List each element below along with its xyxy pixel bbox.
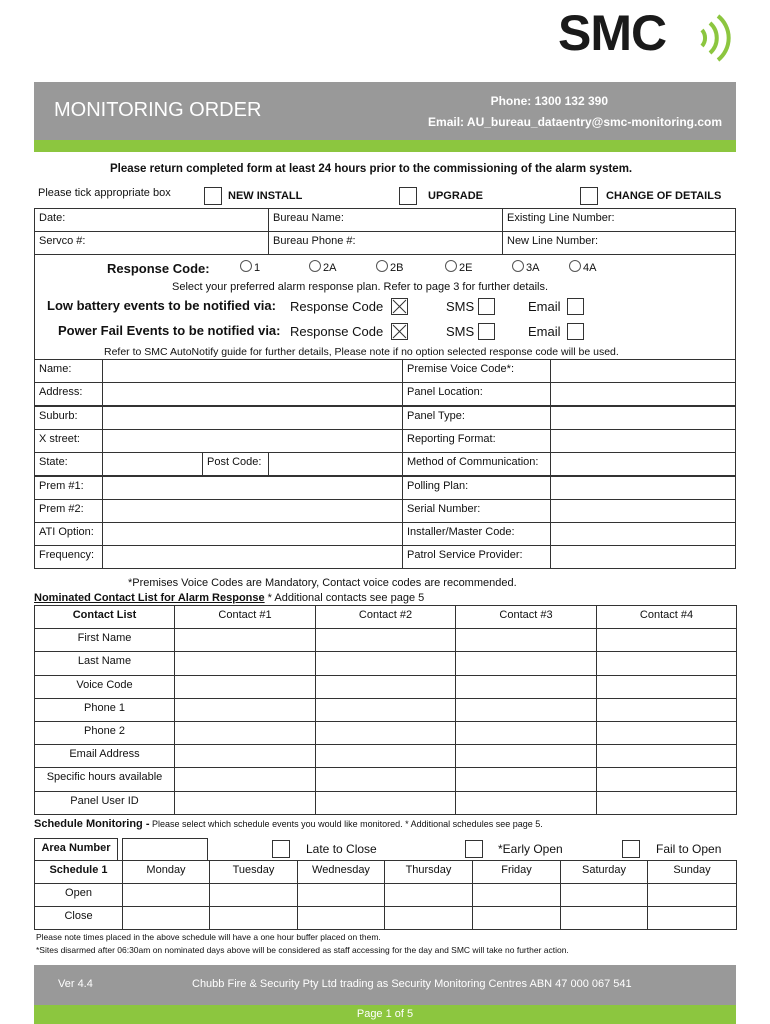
header-band xyxy=(34,82,736,140)
page-title: MONITORING ORDER xyxy=(54,99,262,121)
detail-input[interactable] xyxy=(550,406,736,430)
code-3a-option[interactable]: 3A xyxy=(512,260,539,274)
company-label: Chubb Fire & Security Pty Ltd trading as Security Monitoring Centres ABN 47 000 067 541 xyxy=(192,978,632,990)
power-fail-sms-checkbox[interactable] xyxy=(478,323,495,340)
schedule-time-input[interactable] xyxy=(122,906,210,930)
detail-label: Panel Location: xyxy=(402,382,551,406)
contacts-heading-note: * Additional contacts see page 5 xyxy=(264,592,425,604)
response-code-label: Response Code: xyxy=(107,261,210,276)
detail-label: Installer/Master Code: xyxy=(402,522,551,546)
power-fail-email-checkbox[interactable] xyxy=(567,323,584,340)
fail-to-open-checkbox[interactable] xyxy=(622,840,640,858)
date-field[interactable]: Date: xyxy=(34,208,269,232)
schedule-note-2: *Sites disarmed after 06:30am on nominated days above will be considered as staff accessing for the day and SMC will take no further action. xyxy=(36,945,569,955)
power-fail-response-label: Response Code xyxy=(290,324,384,339)
contact-input[interactable] xyxy=(315,628,456,652)
postcode-label: Post Code: xyxy=(202,452,269,476)
detail-label: Prem #2: xyxy=(34,499,103,523)
schedule-time-input[interactable] xyxy=(560,906,648,930)
contacts-heading-text: Nominated Contact List for Alarm Response xyxy=(34,592,265,604)
contact-column-header: Contact #1 xyxy=(174,605,316,629)
schedule-time-input[interactable] xyxy=(209,906,298,930)
contact-input[interactable] xyxy=(455,767,597,791)
schedule-time-input[interactable] xyxy=(472,906,561,930)
schedule-time-input[interactable] xyxy=(122,883,210,907)
detail-label: Method of Communication: xyxy=(402,452,551,476)
contact-input[interactable] xyxy=(596,651,737,675)
contact-input[interactable] xyxy=(455,651,597,675)
accent-bar xyxy=(34,140,736,152)
low-battery-response-checkbox[interactable] xyxy=(391,298,408,315)
change-details-label: CHANGE OF DETAILS xyxy=(606,190,722,202)
upgrade-label: UPGRADE xyxy=(428,190,484,202)
detail-input[interactable] xyxy=(550,382,736,406)
detail-label: Prem #1: xyxy=(34,476,103,500)
schedule-heading-text: Schedule Monitoring - xyxy=(34,818,150,830)
detail-input[interactable] xyxy=(550,522,736,546)
detail-label: ATI Option: xyxy=(34,522,103,546)
signal-icon xyxy=(696,10,736,66)
contact-column-header: Contact #4 xyxy=(596,605,737,629)
detail-input[interactable] xyxy=(102,382,403,406)
contact-input[interactable] xyxy=(596,767,737,791)
contact-row-label: Phone 2 xyxy=(34,721,175,745)
detail-input[interactable] xyxy=(550,499,736,523)
contact-input[interactable] xyxy=(596,675,737,699)
voice-code-note: *Premises Voice Codes are Mandatory, Contact voice codes are recommended. xyxy=(128,577,517,589)
detail-label: Serial Number: xyxy=(402,499,551,523)
schedule-name: Schedule 1 xyxy=(34,860,123,884)
bureau-phone-field[interactable]: Bureau Phone #: xyxy=(268,231,503,255)
schedule-time-input[interactable] xyxy=(472,883,561,907)
version-label: Ver 4.4 xyxy=(58,978,93,990)
power-fail-sms-label: SMS xyxy=(446,324,475,339)
response-instruction: Select your preferred alarm response plan. Refer to page 3 for further details. xyxy=(172,281,549,293)
detail-input[interactable] xyxy=(102,522,403,546)
early-open-checkbox[interactable] xyxy=(465,840,483,858)
detail-input[interactable] xyxy=(102,545,403,569)
detail-label: Name: xyxy=(34,359,103,383)
area-number-label: Area Number xyxy=(34,838,118,861)
detail-input[interactable] xyxy=(102,406,403,430)
contact-column-header: Contact #2 xyxy=(315,605,456,629)
contact-input[interactable] xyxy=(174,651,316,675)
radio-icon xyxy=(376,260,388,272)
contact-input[interactable] xyxy=(315,675,456,699)
low-battery-email-checkbox[interactable] xyxy=(567,298,584,315)
power-fail-email-label: Email xyxy=(528,324,561,339)
page-number-bar xyxy=(34,1005,736,1024)
radio-icon xyxy=(309,260,321,272)
bureau-name-field[interactable]: Bureau Name: xyxy=(268,208,503,232)
schedule-time-input[interactable] xyxy=(384,883,473,907)
detail-label: Patrol Service Provider: xyxy=(402,545,551,569)
code-4a-option[interactable]: 4A xyxy=(569,260,596,274)
contact-input[interactable] xyxy=(455,675,597,699)
contact-input[interactable] xyxy=(596,698,737,722)
detail-input[interactable] xyxy=(102,359,403,383)
contact-row-label: Voice Code xyxy=(34,675,175,699)
autonotify-note: Refer to SMC AutoNotify guide for further details, Please note if no option selected response code will be used. xyxy=(104,346,619,358)
code-1-option[interactable]: 1 xyxy=(240,260,260,274)
detail-label: Panel Type: xyxy=(402,406,551,430)
contact-input[interactable] xyxy=(596,791,737,815)
contact-list-header: Contact List xyxy=(34,605,175,629)
change-details-checkbox[interactable] xyxy=(580,187,598,205)
new-line-field[interactable]: New Line Number: xyxy=(502,231,736,255)
contact-input[interactable] xyxy=(315,698,456,722)
contacts-heading xyxy=(34,592,424,604)
late-to-close-checkbox[interactable] xyxy=(272,840,290,858)
detail-input[interactable] xyxy=(550,359,736,383)
schedule-heading xyxy=(34,818,543,830)
tick-prompt: Please tick appropriate box xyxy=(38,187,171,199)
header-email: Email: AU_bureau_dataentry@smc-monitoring.com xyxy=(428,115,722,129)
radio-icon xyxy=(512,260,524,272)
detail-label: Address: xyxy=(34,382,103,406)
low-battery-sms-checkbox[interactable] xyxy=(478,298,495,315)
late-to-close-label: Late to Close xyxy=(306,842,377,856)
detail-input[interactable] xyxy=(550,452,736,476)
low-battery-label: Low battery events to be notified via: xyxy=(47,298,276,313)
day-header: Thursday xyxy=(384,860,473,884)
radio-icon xyxy=(240,260,252,272)
schedule-time-input[interactable] xyxy=(297,906,385,930)
day-header: Tuesday xyxy=(209,860,298,884)
low-battery-sms-label: SMS xyxy=(446,299,475,314)
fail-to-open-label: Fail to Open xyxy=(656,842,722,856)
contact-input[interactable] xyxy=(596,721,737,745)
schedule-time-input[interactable] xyxy=(297,883,385,907)
schedule-time-input[interactable] xyxy=(384,906,473,930)
detail-input[interactable] xyxy=(550,545,736,569)
low-battery-response-label: Response Code xyxy=(290,299,384,314)
detail-label: Reporting Format: xyxy=(402,429,551,453)
contact-input[interactable] xyxy=(174,721,316,745)
contact-input[interactable] xyxy=(455,744,597,768)
contact-input[interactable] xyxy=(174,628,316,652)
schedule-time-input[interactable] xyxy=(209,883,298,907)
contact-input[interactable] xyxy=(174,675,316,699)
state-input[interactable] xyxy=(102,452,203,476)
logo-text: SMC xyxy=(558,5,667,61)
day-header: Friday xyxy=(472,860,561,884)
footer-band xyxy=(34,965,736,1005)
upgrade-checkbox[interactable] xyxy=(399,187,417,205)
area-number-input[interactable] xyxy=(122,838,208,861)
smc-logo xyxy=(558,5,738,68)
detail-label: X street: xyxy=(34,429,103,453)
schedule-time-input[interactable] xyxy=(560,883,648,907)
contact-input[interactable] xyxy=(596,744,737,768)
contact-row-label: Phone 1 xyxy=(34,698,175,722)
new-install-label: NEW INSTALL xyxy=(228,190,303,202)
schedule-time-input[interactable] xyxy=(647,883,737,907)
low-battery-email-label: Email xyxy=(528,299,561,314)
power-fail-response-checkbox[interactable] xyxy=(391,323,408,340)
new-install-checkbox[interactable] xyxy=(204,187,222,205)
detail-input[interactable] xyxy=(102,499,403,523)
contact-input[interactable] xyxy=(596,628,737,652)
day-header: Monday xyxy=(122,860,210,884)
contact-input[interactable] xyxy=(174,791,316,815)
radio-icon xyxy=(445,260,457,272)
contact-input[interactable] xyxy=(455,628,597,652)
contact-input[interactable] xyxy=(315,767,456,791)
contact-row-label: First Name xyxy=(34,628,175,652)
early-open-label: *Early Open xyxy=(498,842,563,856)
contact-input[interactable] xyxy=(315,744,456,768)
contact-column-header: Contact #3 xyxy=(455,605,597,629)
schedule-note-1: Please note times placed in the above schedule will have a one hour buffer placed on them. xyxy=(36,932,381,942)
contact-input[interactable] xyxy=(174,698,316,722)
day-header: Wednesday xyxy=(297,860,385,884)
code-2b-option[interactable]: 2B xyxy=(376,260,403,274)
power-fail-label: Power Fail Events to be notified via: xyxy=(58,323,281,338)
intro-text: Please return completed form at least 24 hours prior to the commissioning of the alarm system. xyxy=(110,163,633,175)
radio-icon xyxy=(569,260,581,272)
schedule-time-input[interactable] xyxy=(647,906,737,930)
contact-input[interactable] xyxy=(174,744,316,768)
detail-input[interactable] xyxy=(550,429,736,453)
detail-input[interactable] xyxy=(102,429,403,453)
detail-label: State: xyxy=(34,452,103,476)
detail-label: Polling Plan: xyxy=(402,476,551,500)
detail-label: Frequency: xyxy=(34,545,103,569)
schedule-heading-note: Please select which schedule events you would like monitored. * Additional schedules see page 5. xyxy=(149,819,543,829)
code-2e-option[interactable]: 2E xyxy=(445,260,472,274)
schedule-row-label: Open xyxy=(34,883,123,907)
code-2a-option[interactable]: 2A xyxy=(309,260,336,274)
contact-input[interactable] xyxy=(315,791,456,815)
schedule-row-label: Close xyxy=(34,906,123,930)
detail-label: Premise Voice Code*: xyxy=(402,359,551,383)
contact-input[interactable] xyxy=(455,698,597,722)
existing-line-field[interactable]: Existing Line Number: xyxy=(502,208,736,232)
servco-field[interactable]: Servco #: xyxy=(34,231,269,255)
day-header: Saturday xyxy=(560,860,648,884)
page-number: Page 1 of 5 xyxy=(356,1008,414,1020)
contact-input[interactable] xyxy=(315,721,456,745)
detail-input[interactable] xyxy=(550,476,736,500)
header-phone: Phone: 1300 132 390 xyxy=(490,94,608,108)
contact-row-label: Email Address xyxy=(34,744,175,768)
contact-row-label: Panel User ID xyxy=(34,791,175,815)
postcode-input[interactable] xyxy=(268,452,403,476)
contact-input[interactable] xyxy=(315,651,456,675)
day-header: Sunday xyxy=(647,860,737,884)
contact-input[interactable] xyxy=(455,791,597,815)
detail-input[interactable] xyxy=(102,476,403,500)
contact-row-label: Specific hours available xyxy=(34,767,175,791)
contact-row-label: Last Name xyxy=(34,651,175,675)
contact-input[interactable] xyxy=(455,721,597,745)
contact-input[interactable] xyxy=(174,767,316,791)
detail-label: Suburb: xyxy=(34,406,103,430)
